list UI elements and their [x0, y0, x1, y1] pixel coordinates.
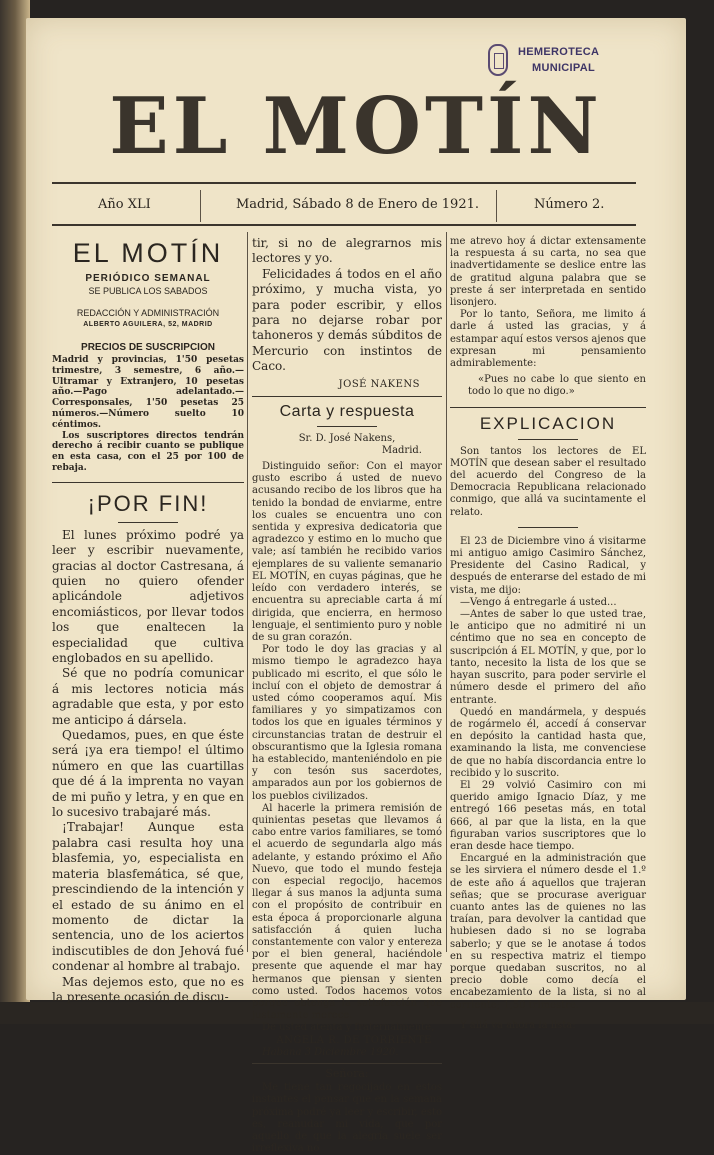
article-paragraph: ¡Trabajar! Aunque esta palabra casi resulta hoy una blasfemia, yo, especialista en materia blasfemática, sé que, prescindiendo de la intención y el estado de su ánimo en el momento de dictar la sentencia, uno de los aciertos indiscutibles de don Jehová fué condenar al hombre al trabajo.: [52, 820, 244, 974]
headline-carta: Carta y respuesta: [279, 402, 415, 420]
verse-quote: «Pues no cabe lo que siento en todo lo que no digo.»: [468, 374, 646, 398]
section-rule: [450, 407, 646, 408]
article-paragraph: Encargué en la administración que se les sirviera el número desde el 1.º de este año á aquellos que trajeran señas; que se procurase averiguar cuanto antes las de quienes no las traían, para devolver la cantidad que hubiesen dado si no se lograba saberlo; y que se le anotase á todos en su respectiva matriz el tiempo porque quedaban suscritos, no al precio doble como decía el encabezamiento de la lista, si no al corriente; 1,50 trimestre.: [450, 853, 646, 1011]
article-paragraph: Sé que no podría comunicar á mis lectores noticia más agradable que esta, y por esto me anticipo á dársela.: [52, 666, 244, 727]
mini-masthead: EL MOTÍN: [72, 238, 224, 268]
prices-heading: PRECIOS DE SUSCRIPCION: [81, 342, 215, 353]
masthead-rule-top: [52, 182, 636, 184]
dateline-date: Madrid, Sábado 8 de Enero de 1921.: [236, 197, 479, 212]
library-stamp: [488, 44, 638, 84]
article-paragraph: Felicidades á todos en el año próximo, y mucha vista, yo para poder escribir, y ellos para no dejarse robar por tahoneros y demás súbditos de Mercurio con instintos de Caco.: [252, 266, 442, 374]
newspaper-page: [26, 18, 686, 1155]
masthead-title: EL MOTÍN: [109, 81, 603, 172]
column-divider: [247, 232, 248, 952]
section-rule: [252, 396, 442, 397]
published-note: SE PUBLICA LOS SABADOS: [88, 286, 208, 296]
dateline: [52, 188, 636, 224]
letter-city: Madrid.: [381, 444, 422, 456]
letter-date: Habana 3 Diciembre 1920.: [262, 1046, 399, 1058]
headline-dash: [518, 439, 578, 440]
article-paragraph: Y allá va ahora la lista:: [460, 1019, 576, 1031]
headline-explicacion: EXPLICACION: [479, 413, 617, 433]
admin-heading: REDACCIÓN Y ADMINISTRACIÓN: [76, 308, 220, 318]
letter-salutation: Sr. D. José Nakens,: [298, 432, 396, 444]
letter-signature: ANGELA R. DE TORRIENTE: [276, 1034, 432, 1046]
signature: JOSÉ NAKENS: [338, 378, 420, 390]
article-paragraph: El 29 volvió Casimiro con mi querido amigo Ignacio Díaz, y me entregó 166 pesetas más, en total 666, al par que la lista, en la que figuraban varios suscriptores que lo eran desde hace tiempo.: [450, 779, 646, 852]
subtitle: PERIÓDICO SEMANAL: [85, 273, 211, 284]
article-paragraph: tir, si no de alegrarnos mis lectores y yo.: [252, 236, 442, 266]
letter-paragraph: Por todo le doy las gracias y al mismo tiempo le agradezco haya publicado mi escrito, el que sólo le incluí con el objeto de demostrar á usted cómo cooperamos aquí. Mis familiares y yo simpatizamos con todos los que en iguales términos y circunstancias tratan de destruir el obscurantismo que la Iglesia romana ha establecido, manteniéndolo en pie y con tesón sus sacerdotes, amparados aun por los gobiernos de los pueblos civilizados.: [252, 644, 442, 802]
masthead-rule-bottom: [52, 224, 636, 226]
letter-closing: De usted atenta y fraternalmente,: [262, 1022, 435, 1034]
paragraph-dash: [518, 527, 578, 528]
headline-dash: [118, 522, 178, 523]
article-paragraph: Mas dejemos esto, que no es la presente ocasión de discu-: [52, 974, 244, 1004]
article-paragraph: Quedamos, pues, en que éste será ¡ya era tiempo! el último número en que las cuartillas que dé á la imprenta no vayan de mi puño y letra, y en que en lo sucesivo trabajaré más.: [52, 728, 244, 820]
dateline-year: Año XLI: [98, 197, 151, 212]
seal-icon: [488, 44, 508, 76]
letter-paragraph: Distinguido señor: Con el mayor gusto escribo á usted de nuevo acusando recibo de los libros que ha tenido la bondad de enviarme, entre los cuales se encuentra uno con sentida y expresiva dedicatoria que agradezco y estimo en lo mucho que vale; así también he recibido varios ejemplares de su valiente semanario EL MOTÍN, en cuyas páginas, que he leído con verdadero interés, se encuentra su apreciable carta á mí dirigida, que encierra, en hermoso lenguaje, el sentimiento puro y noble de su gran corazón.: [252, 461, 442, 643]
dateline-divider: [496, 190, 497, 222]
prices-text: Madrid y provincias, 1'50 pesetas trimestre, 3 semestre, 6 año.—Ultramar y Extranjero, 10 pesetas año.—Pago adelantado.—Corresponsales, 1'50 pesetas 25 números.—Número suelto 10 céntimos.: [52, 355, 244, 430]
article-paragraph: Son tantos los lectores de EL MOTÍN que desean saber el resultado del acuerdo del Congreso de la Democracia Republicana relacionado conmigo, que allá va sucintamente el relato.: [450, 445, 646, 518]
article-paragraph: Quedó en mandármela, y después de rogármelo él, accedí á conservar en depósito la cantidad hasta que, examinando la lista, me convenciese de que no había discordancia entre lo recibido y lo suscrito.: [450, 706, 646, 779]
headline-por-fin: ¡POR FIN!: [87, 490, 209, 516]
stamp-line-2: MUNICIPAL: [532, 62, 595, 74]
column-3: [450, 236, 646, 1031]
article-paragraph: —Vengo á entregarle á usted...: [460, 596, 617, 608]
reply-paragraph: Me tiene tan regocijado en estos instantes el pensar que en la semana próxima podré ya leer y escribir, esto es, reanudar mi vida, que por aquello de que la alegría suele ser irreflexiva no: [252, 1082, 442, 1155]
column-1: [52, 238, 244, 1004]
reply-salutation: Señora:: [325, 1067, 369, 1081]
reply-paragraph: me atrevo hoy á dictar extensamente la respuesta á su carta, no sea que inadvertidamente se deslice entre las de gratitud alguna palabra que se preste á ser interpretada en sentido lisonjero.: [450, 236, 646, 309]
stamp-line-1: HEMEROTECA: [518, 46, 600, 58]
article-paragraph: El lunes próximo podré ya leer y escribir nuevamente, gracias al doctor Castresana, á quien no quiero ofender aplicándole adjetivos encomiásticos, por llevar todos los que enaltecen la especialidad que cultiva englobados en su apellido.: [52, 527, 244, 666]
column-2: [252, 236, 442, 1155]
letter-paragraph: Al hacerle la primera remisión de quinientas pesetas que llevamos á cabo entre varios familiares, se tomó el acuerdo de segundarla algo más adelante, y estando próximo el Año Nuevo, que todo el mundo festeja con especial regocijo, hacemos llegar á sus manos la adjunta suma con el propósito de contribuir en esta época á proporcionarle alguna satisfacción á quien lucha constantemente con valor y entereza por el bien general, haciéndole presente que aquende el mar hay hermanos que piensan y sienten como usted. Todos hacemos votos porque obtenga la satisfacción que justamente merece.: [252, 802, 442, 1022]
section-rule: [252, 1063, 442, 1064]
address: ALBERTO AGUILERA, 52, MADRID: [83, 321, 213, 328]
headline-dash: [317, 426, 377, 427]
dateline-divider: [200, 190, 201, 222]
subscribers-note: Los suscriptores directos tendrán derecho á recibir cuanto se publique en esta casa, con el 25 por 100 de rebaja.: [52, 430, 244, 473]
section-rule: [52, 482, 244, 483]
dateline-number: Número 2.: [534, 197, 605, 212]
reply-paragraph: Por lo tanto, Señora, me limito á darle á usted las gracias, y á estampar aquí estos versos ajenos que expresan mi pensamiento admirablemente:: [450, 309, 646, 370]
article-paragraph: El 23 de Diciembre vino á visitarme mi antiguo amigo Casimiro Sánchez, Presidente del Casino Radical, y después de enterarse del estado de mi vista, me dijo:: [450, 535, 646, 596]
article-paragraph: —Antes de saber lo que usted trae, le anticipo que no admitiré ni un céntimo que no sea en concepto de suscripción á EL MOTÍN, y que, por lo tanto, necesito la lista de los que se hayan suscrito, para poder servirle el número desde el primero del año entrante.: [450, 609, 646, 706]
column-divider: [446, 232, 447, 952]
